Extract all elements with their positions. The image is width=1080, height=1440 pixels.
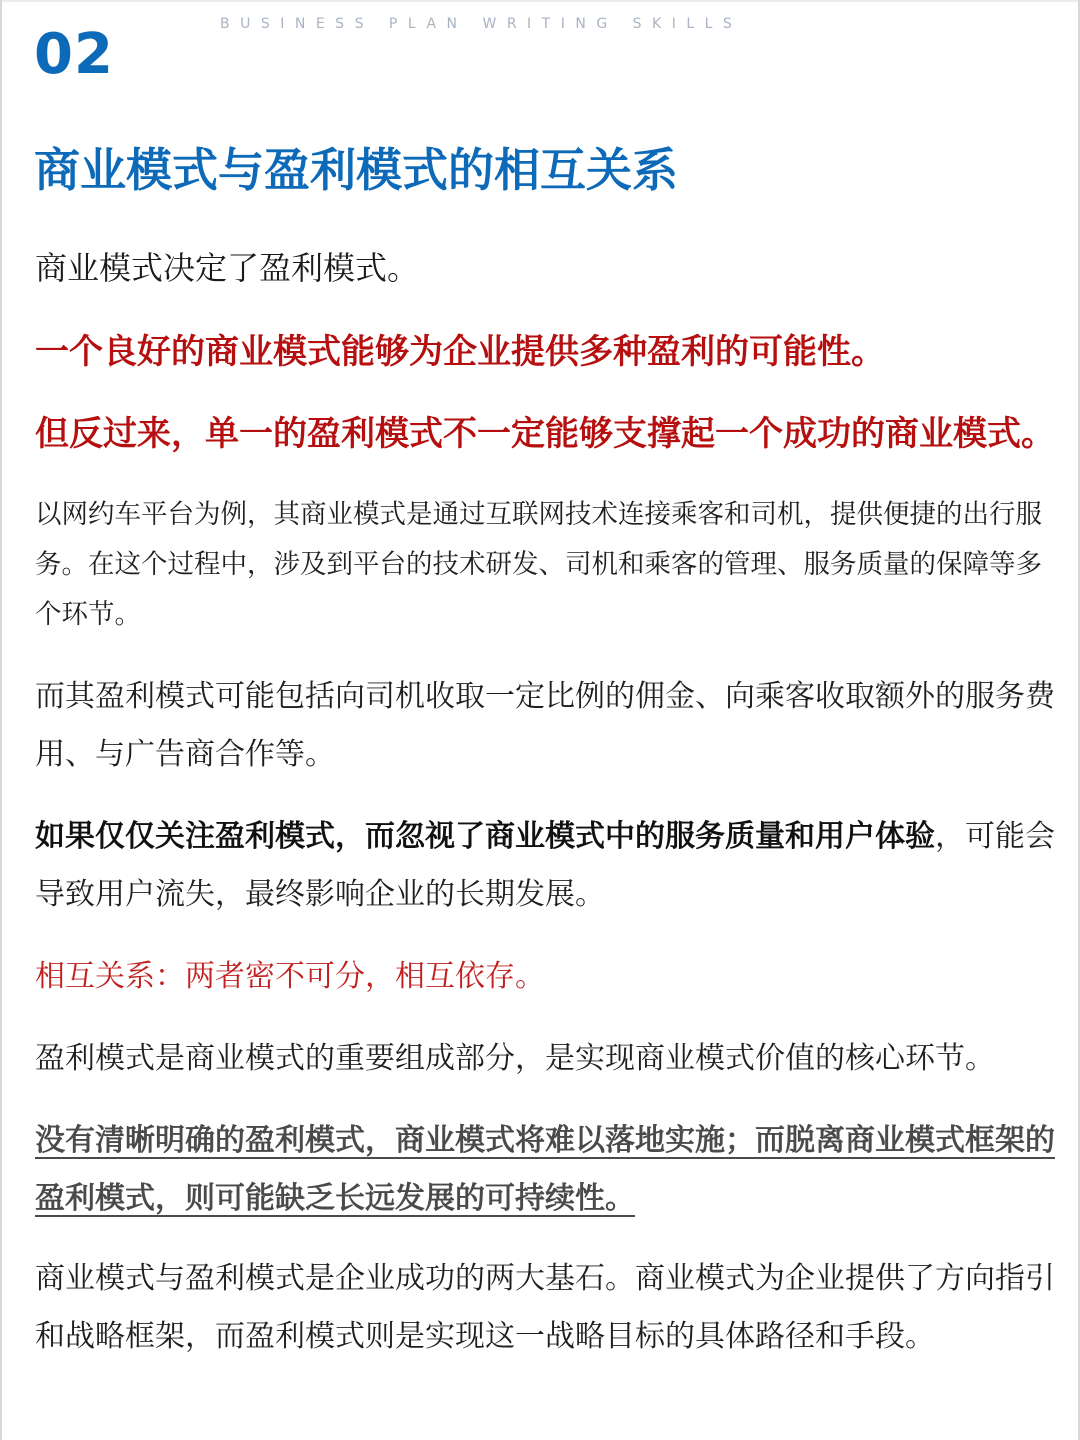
section-title: 商业模式与盈利模式的相互关系 [34,143,678,197]
section-number: 02 [34,22,114,87]
lead-paragraph: 商业模式决定了盈利模式。 [35,249,420,287]
underlined-emphasis-paragraph [35,1112,1063,1228]
example-paragraph: 以网约车平台为例，其商业模式是通过互联网技术连接乘客和司机，提供便捷的出行服务。在这个过程中，涉及到平台的技术研发、司机和乘客的管理、服务质量的保障等多个环节。 [35,499,1042,630]
component-paragraph: 盈利模式是商业模式的重要组成部分，是实现商业模式价值的核心环节。 [35,1041,995,1076]
emphasis-paragraph-1: 一个良好的商业模式能够为企业提供多种盈利的可能性。 [35,332,885,372]
underlined-text: 没有清晰明确的盈利模式，商业模式将难以落地实施；而脱离商业模式框架的盈利模式，则可能缺乏长远发展的可持续性。 [35,1123,1055,1216]
warning-paragraph [35,808,1063,924]
relationship-heading: 相互关系：两者密不可分，相互依存。 [35,959,545,994]
conclusion-paragraph: 商业模式与盈利模式是企业成功的两大基石。商业模式为企业提供了方向指引和战略框架，而盈利模式则是实现这一战略目标的具体路径和手段。 [35,1261,1055,1354]
header-tagline: BUSINESS PLAN WRITING SKILLS [220,16,743,32]
warning-rest-text: ，可能会导致用户流失，最终影响企业的长期发展。 [35,819,1055,912]
profit-model-paragraph: 而其盈利模式可能包括向司机收取一定比例的佣金、向乘客收取额外的服务费用、与广告商合作等。 [35,679,1055,772]
emphasis-paragraph-2: 但反过来，单一的盈利模式不一定能够支撑起一个成功的商业模式。 [35,414,1055,454]
warning-bold-text: 如果仅仅关注盈利模式，而忽视了商业模式中的服务质量和用户体验 [35,819,935,854]
article-body [35,238,1063,1390]
